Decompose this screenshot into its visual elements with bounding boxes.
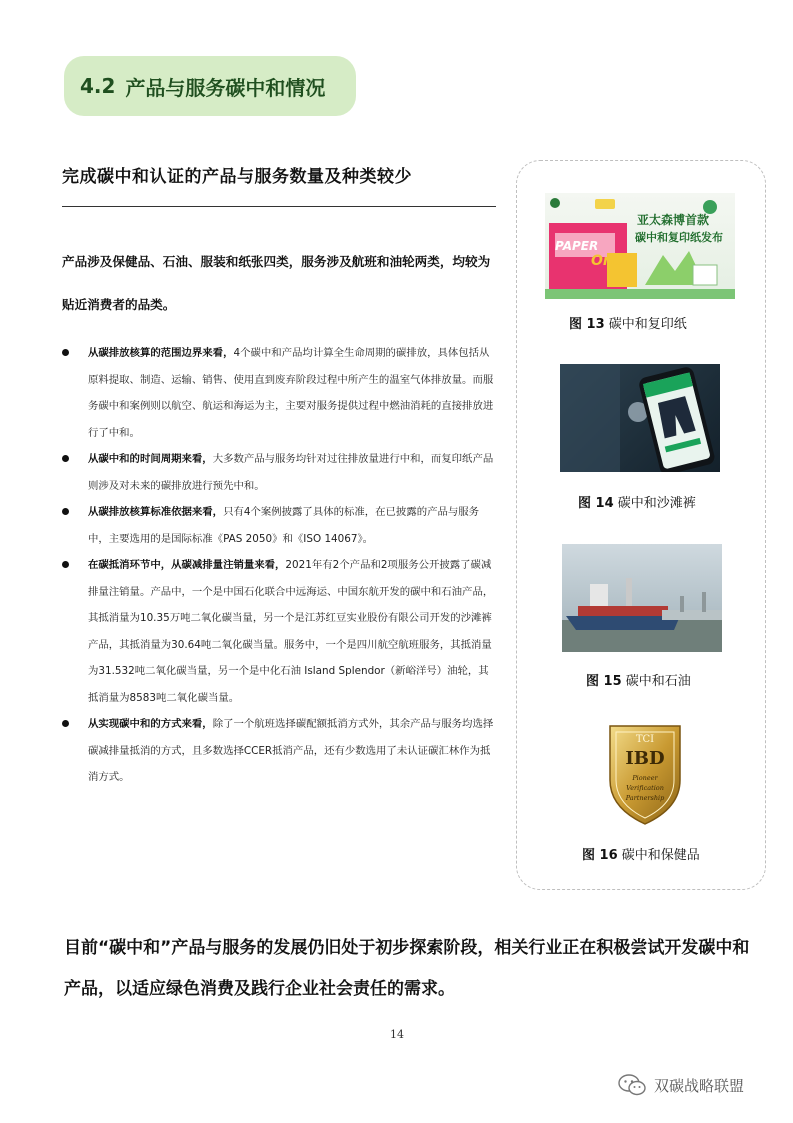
bullet-item <box>62 499 498 552</box>
figure-13-brand-one: One <box>591 253 623 269</box>
bullet-lead: 从碳排放核算标准依据来看， <box>88 506 224 518</box>
bullet-lead: 从实现碳中和的方式来看， <box>88 718 213 730</box>
watermark <box>618 1074 744 1096</box>
bullet-item <box>62 711 498 791</box>
figure-13-brand: PAPER <box>555 239 599 253</box>
bullet-lead: 在碳抵消环节中，从碳减排量注销量来看， <box>88 559 286 571</box>
figure-16-image <box>576 720 714 830</box>
figure-15-caption <box>586 670 691 689</box>
bullet-text: 2021年有2个产品和2项服务公开披露了碳减排量注销量。产品中，一个是中国石化联合中远海运、中国东航开发的碳中和石油产品，其抵消量为10.35万吨二氧化碳当量，另一个是江苏红豆实业股份有限公司开发的沙滩裤产品，其抵消量为30.64吨二氧化碳当量。服务中，一个是四川航空航班服务，其抵消量为31.532吨二氧化碳当量，另一个是中化石油 Island Splendor（新峪洋号）油轮，其抵消量为8583吨二氧化碳当量。 <box>88 559 494 704</box>
bullet-dot-icon <box>62 455 69 462</box>
figure-14-title: 碳中和沙滩裤 <box>617 496 696 511</box>
figure-14-caption <box>578 492 696 511</box>
section-number: 4.2 <box>80 74 116 98</box>
bullet-item <box>62 446 498 499</box>
figure-16-title: 碳中和保健品 <box>621 848 700 863</box>
bullet-dot-icon <box>62 349 69 356</box>
figure-13-image <box>545 193 735 299</box>
figure-16-badge-top: TCI <box>635 734 655 745</box>
bullet-item <box>62 552 498 711</box>
bullet-dot-icon <box>62 720 69 727</box>
figure-15-title: 碳中和石油 <box>625 674 691 689</box>
bullet-lead: 从碳排放核算的范围边界来看， <box>88 347 234 359</box>
figure-13-label: 图 13 <box>569 317 605 332</box>
page-number: 14 <box>390 1028 404 1041</box>
bullet-text: 只有4个案例披露了具体的标准，在已披露的产品与服务中，主要选用的是国际标准《PAS 2050》和《ISO 14067》。 <box>88 506 480 545</box>
section-title: 产品与服务碳中和情况 <box>125 75 326 100</box>
phone-photo-illustration <box>560 364 720 472</box>
figure-14-label: 图 14 <box>578 496 614 511</box>
figure-14-image <box>560 364 720 472</box>
figure-13-img-text-1: 亚太森博首款 <box>637 213 710 227</box>
figure-15-image <box>562 544 722 652</box>
figure-15-label: 图 15 <box>586 674 622 689</box>
subtitle: 完成碳中和认证的产品与服务数量及种类较少 <box>62 167 412 187</box>
bullet-text: 除了一个航班选择碳配额抵消方式外，其余产品与服务均选择碳减排量抵消的方式，且多数选择CCER抵消产品，还有少数选用了未认证碳汇林作为抵消方式。 <box>88 718 494 783</box>
watermark-text: 双碳战略联盟 <box>654 1076 745 1095</box>
figure-13-img-text-2: 碳中和复印纸发布 <box>635 231 723 244</box>
figure-16-caption <box>582 844 700 863</box>
figure-16-badge-l2: Verification <box>626 784 664 792</box>
figure-16-badge-main: IBD <box>625 748 665 769</box>
conclusion-paragraph: 目前“碳中和”产品与服务的发展仍旧处于初步探索阶段，相关行业正在积极尝试开发碳中和产品，以适应绿色消费及践行企业社会责任的需求。 <box>64 938 750 999</box>
divider <box>62 206 496 207</box>
bullet-text: 大多数产品与服务均针对过往排放量进行中和，而复印纸产品则涉及对未来的碳排放进行预先中和。 <box>88 453 494 492</box>
intro-paragraph: 产品涉及保健品、石油、服装和纸张四类，服务涉及航班和油轮两类，均较为贴近消费者的品类。 <box>62 254 491 312</box>
figure-16-badge-l3: Partnership <box>625 794 665 802</box>
tanker-illustration <box>562 544 722 652</box>
bullet-text: 4个碳中和产品均计算全生命周期的碳排放，具体包括从原料提取、制造、运输、销售、使用直到废弃阶段过程中所产生的温室气体排放量。而服务碳中和案例则以航空、航运和海运为主，主要对服务提供过程中燃油消耗的直接排放进行了中和。 <box>88 347 494 439</box>
figure-13-title: 碳中和复印纸 <box>608 317 687 332</box>
wechat-icon <box>618 1074 646 1096</box>
bullet-lead: 从碳中和的时间周期来看， <box>88 453 213 465</box>
bullet-item <box>62 340 498 446</box>
bullet-dot-icon <box>62 561 69 568</box>
bullet-list <box>62 340 498 791</box>
figure-16-badge-l1: Pioneer <box>632 774 658 782</box>
section-header <box>64 56 356 116</box>
figure-13-caption <box>569 313 687 332</box>
figure-16-label: 图 16 <box>582 848 618 863</box>
bullet-dot-icon <box>62 508 69 515</box>
